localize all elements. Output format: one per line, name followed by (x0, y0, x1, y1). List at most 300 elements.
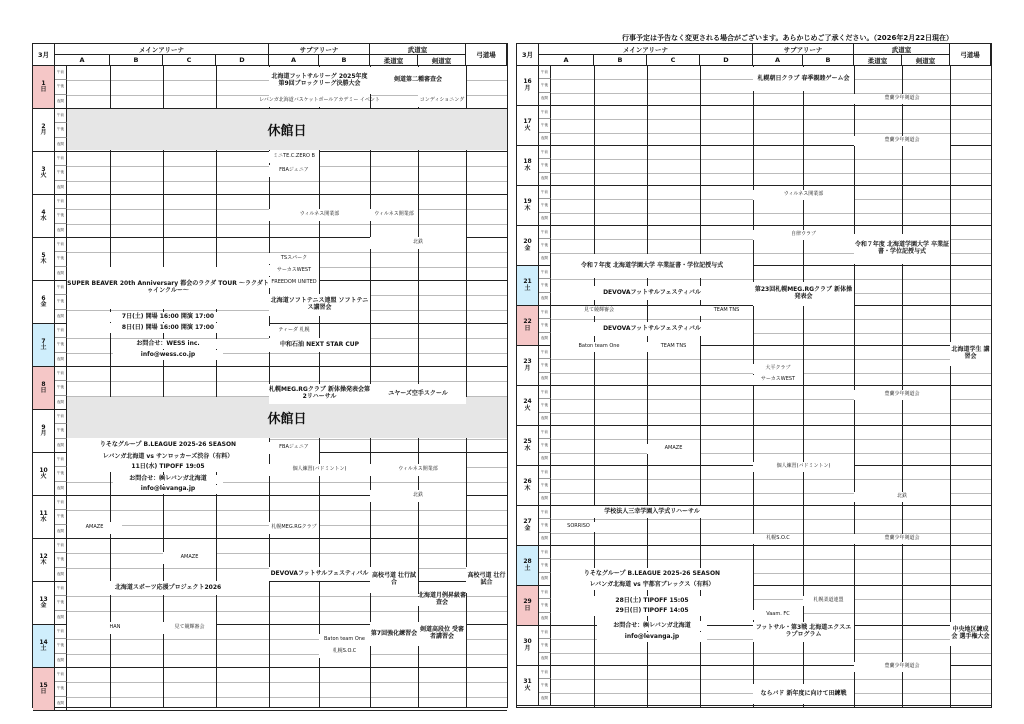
col-c-header-right: C (647, 55, 700, 66)
event-fba-2: FBAジュニア (269, 442, 319, 454)
sub-arena-header-right: サブアリーナ (753, 44, 854, 55)
slot-divider (67, 654, 507, 655)
sub-col-b-header: B (319, 55, 370, 66)
col-b-header: B (110, 55, 163, 66)
event-sapporo-kanan: 札幌柔道連盟 (803, 596, 854, 606)
event-team-tns-2: TEAM TNS (647, 342, 700, 352)
event-fba: FBAジュニア (269, 165, 319, 177)
event-baton: Baton team One (319, 634, 370, 646)
col-a-header: A (55, 55, 110, 66)
day-cell (33, 625, 55, 668)
weekday: 火 (524, 124, 531, 132)
event-amaze-r: AMAZE (647, 444, 700, 454)
day-cell (33, 367, 55, 410)
time-slot-label: 夜間 (55, 525, 67, 539)
month-header: 3月 (33, 44, 55, 66)
day-number: 31 (523, 678, 532, 686)
weekday: 金 (40, 602, 47, 609)
day-cell (517, 506, 539, 546)
time-slot-label: 午後 (539, 159, 551, 172)
time-slot-label: 午後 (539, 359, 551, 372)
judo-header: 柔道室 (370, 55, 418, 66)
time-slot-label: 夜間 (539, 253, 551, 266)
day-number: 28 (523, 558, 532, 566)
slot-divider (551, 679, 991, 680)
time-slot-label: 夜間 (539, 573, 551, 586)
time-slot-label: 午後 (55, 80, 67, 94)
time-slot-label: 夜間 (55, 181, 67, 195)
slot-divider (67, 682, 507, 683)
time-slot-label: 午後 (55, 295, 67, 309)
day-number: 4 (41, 208, 46, 216)
event-beaver-dates: 7日(土) 開場 16:00 開演 17:00 (67, 312, 269, 322)
day-divider (33, 366, 507, 367)
time-slot-label: 午後 (539, 599, 551, 612)
event-devova-r: DEVOVAフットサルフェスティバル (551, 286, 753, 300)
time-slot-label: 午前 (55, 496, 67, 510)
time-slot-label: 午前 (539, 146, 551, 159)
column-divider (803, 66, 804, 707)
weekday: 日 (40, 387, 47, 394)
day-cell (33, 324, 55, 367)
day-divider (517, 385, 991, 386)
column-divider (902, 66, 903, 707)
event-levanga-academy: レバンガ北海道バスケットボールアカデミー イベント (269, 94, 370, 107)
day-cell (517, 66, 539, 106)
event-beaver-url: info@wess.co.jp (113, 350, 223, 360)
day-cell (33, 410, 55, 453)
schedule-table-right (516, 43, 992, 708)
event-beaver-dates-2: 8日(日) 開場 16:00 開演 17:00 (67, 323, 269, 333)
event-koukou-1: 高校弓道 壮行試合 (370, 567, 418, 593)
weekday: 水 (40, 516, 47, 523)
time-slot-label: 午後 (539, 399, 551, 412)
day-number: 20 (523, 238, 532, 246)
slot-divider (67, 510, 507, 511)
day-number: 8 (41, 380, 46, 388)
day-cell (33, 238, 55, 281)
day-number: 12 (39, 552, 48, 560)
time-slot-label: 夜間 (55, 267, 67, 281)
time-slot-label: 午後 (539, 119, 551, 132)
weekday: 月 (524, 364, 531, 372)
day-number: 7 (41, 337, 46, 345)
day-number: 1 (41, 79, 46, 87)
time-slot-label: 夜間 (55, 439, 67, 453)
time-slot-label: 午前 (539, 666, 551, 679)
time-slot-label: 夜間 (539, 173, 551, 186)
day-number: 9 (41, 423, 46, 431)
column-divider (466, 66, 467, 707)
day-cell (33, 195, 55, 238)
weekday: 火 (40, 473, 47, 480)
time-slot-label: 午前 (55, 66, 67, 80)
day-cell (33, 668, 55, 711)
weekday: 木 (40, 559, 47, 566)
day-number: 26 (523, 478, 532, 486)
event-han: HAN (67, 622, 163, 634)
event-ts: TSスパーク (269, 253, 319, 264)
slot-divider (551, 319, 991, 320)
event-nakamiyama: 中和石油 NEXT STAR CUP (269, 338, 370, 352)
event-team-tns: TEAM TNS (700, 306, 753, 316)
time-slot-label: 夜間 (539, 453, 551, 466)
time-slot-label: 午後 (539, 199, 551, 212)
day-cell (33, 539, 55, 582)
slot-divider (551, 173, 991, 174)
time-slot-label: 午後 (55, 553, 67, 567)
day-number: 10 (39, 466, 48, 474)
closed-day-9: 休館日 (67, 397, 507, 438)
slot-divider (551, 279, 991, 280)
event-gakkou-reh: 学校法人三幸学園入学式リハーサル (551, 506, 753, 518)
time-slot-label: 午前 (55, 281, 67, 295)
notice-text: 行事予定は予告なく変更される場合がございます。あらかじめご了承ください。（2026年2月22日現在） (622, 34, 954, 42)
time-slot-label: 夜間 (55, 568, 67, 582)
event-kita: 北鉄 (370, 237, 466, 249)
time-slot-label: 午後 (55, 639, 67, 653)
time-slot-label: 午後 (55, 209, 67, 223)
day-cell (33, 496, 55, 539)
weekday: 月 (40, 129, 47, 136)
event-sapporo-soc: 札幌S.O.C (319, 646, 370, 658)
closed-day-2: 休館日 (67, 109, 507, 150)
day-cell (517, 546, 539, 586)
event-mc: ミニTE.C.ZERO B (269, 151, 319, 163)
day-divider (33, 194, 507, 195)
time-slot-label: 午後 (539, 79, 551, 92)
day-cell (517, 266, 539, 306)
event-tm: ティーダ 札幌 (269, 326, 319, 336)
weekday: 木 (524, 484, 531, 492)
slot-divider (551, 453, 991, 454)
event-kendo-shonen-4: 豊蘭少年剣道会 (854, 534, 950, 544)
time-slot-label: 午前 (539, 266, 551, 279)
event-levanga-contact: お問合せ：㈱レバンガ北海道 (113, 475, 223, 484)
slot-divider (67, 181, 507, 182)
event-kendo-shonen-1: 豊蘭少年剣道会 (854, 94, 950, 104)
column-divider (163, 66, 164, 707)
slot-divider (551, 133, 991, 134)
day-number: 2 (41, 122, 46, 130)
event-kosen-r: 個人練習(バドミントン) (753, 462, 854, 472)
time-slot-label: 午後 (55, 510, 67, 524)
event-levanga-title: りそなグループ B.LEAGUE 2025-26 SEASON (67, 438, 269, 452)
day-number: 29 (523, 598, 532, 606)
day-cell (517, 666, 539, 706)
time-slot-label: 夜間 (539, 213, 551, 226)
event-levanga-tip-2b: 29日(日) TIPOFF 14:05 (551, 606, 753, 616)
time-slot-label: 午前 (539, 546, 551, 559)
time-slot-label: 午後 (539, 679, 551, 692)
day-divider (517, 705, 991, 706)
time-slot-label: 午後 (539, 519, 551, 532)
time-slot-label: 夜間 (539, 693, 551, 706)
sub-arena-header: サブアリーナ (269, 44, 370, 55)
day-number: 19 (523, 198, 532, 206)
time-slot-label: 夜間 (539, 333, 551, 346)
weekday: 水 (40, 215, 47, 222)
day-number: 30 (523, 638, 532, 646)
col-d-header-right: D (700, 55, 753, 66)
month-header-right: 3月 (517, 44, 539, 66)
event-levanga-url: info@levanga.jp (113, 485, 223, 494)
event-megrg-rehearsal: 札幌MEG.RGクラブ 新体操発表会第2リハーサル (269, 384, 370, 404)
time-slot-label: 午前 (539, 426, 551, 439)
event-vaam: Vaam. FC (753, 610, 803, 620)
day-number: 25 (523, 438, 532, 446)
sub-col-a-header-right: A (753, 55, 803, 66)
time-slot-label: 午後 (55, 467, 67, 481)
time-slot-label: 午後 (539, 639, 551, 652)
weekday: 木 (40, 258, 47, 265)
weekday: 水 (524, 164, 531, 172)
time-slot-label: 午前 (55, 324, 67, 338)
weekday: 月 (40, 430, 47, 437)
weekday: 日 (40, 688, 47, 695)
schedule-table-left (32, 43, 508, 708)
main-arena-header: メインアリーナ (55, 44, 269, 55)
event-kendo-shonen-5: 豊蘭少年剣道会 (854, 662, 950, 672)
event-koukou-2: 高校弓道 壮行試合 (466, 567, 507, 593)
weekday: 火 (40, 172, 47, 179)
column-divider (216, 66, 217, 707)
time-slot-label: 夜間 (539, 493, 551, 506)
event-hokkaido-gakusei: 北海道学生 講習会 (950, 342, 991, 366)
event-kita-r: 北鉄 (854, 492, 950, 502)
time-slot-label: 夜間 (55, 396, 67, 410)
time-slot-label: 午前 (539, 466, 551, 479)
event-mimi-r: 見て競輝審会 (551, 306, 647, 316)
day-cell (517, 386, 539, 426)
main-arena-header-right: メインアリーナ (539, 44, 753, 55)
event-yuasa: ユヤーズ空手スクール (370, 384, 466, 404)
day-cell (33, 66, 55, 109)
time-slot-label: 夜間 (539, 133, 551, 146)
event-futsal3: フットサル・第3戦 北海道エクスエラプログラム (753, 622, 854, 642)
day-number: 18 (523, 158, 532, 166)
time-slot-label: 夜間 (55, 697, 67, 711)
time-slot-label: 午前 (539, 626, 551, 639)
event-kendo-shonen-2: 豊蘭少年剣道会 (854, 136, 950, 146)
slot-divider (67, 611, 507, 612)
day-cell (33, 109, 55, 152)
day-cell (33, 582, 55, 625)
event-mimi: 見て競輝審会 (163, 622, 216, 634)
weekday: 土 (40, 645, 47, 652)
day-cell (517, 626, 539, 666)
event-devova: DEVOVAフットサルフェスティバル (269, 567, 370, 581)
day-cell (33, 453, 55, 496)
event-daihei: 大平クラブ (753, 364, 803, 374)
time-slot-label: 午後 (55, 682, 67, 696)
weekday: 火 (524, 404, 531, 412)
event-ugoku-r: ウィルネス開業部 (753, 190, 854, 200)
event-freedom: FREEDOM UNITED (269, 277, 319, 288)
time-slot-label: 午後 (539, 439, 551, 452)
weekday: 金 (40, 301, 47, 308)
time-slot-label: 夜間 (539, 613, 551, 626)
time-slot-label: 午前 (539, 386, 551, 399)
day-cell (517, 226, 539, 266)
event-beaver-title: SUPER BEAVER 20th Anniversary 都会のラクダ TOUR 〜ラクダトゥインクルー〜 (67, 267, 269, 309)
day-number: 23 (523, 358, 532, 366)
day-cell (517, 426, 539, 466)
event-chuou: 中央地区練成会 選手権大会 (950, 622, 991, 646)
event-levanga-vs-2: レバンガ北海道 vs 宇都宮ブレックス（有料） (551, 580, 753, 590)
time-slot-label: 午前 (539, 106, 551, 119)
event-levanga-vs: レバンガ北海道 vs サンロッカーズ渋谷（有料） (67, 452, 269, 462)
event-kendo-shin: 剣道高段位 受審者講習会 (418, 622, 466, 646)
col-d-header: D (216, 55, 269, 66)
day-cell (33, 281, 55, 324)
slot-divider (67, 381, 507, 382)
slot-divider (67, 224, 507, 225)
kyudo-header-right: 弓道場 (950, 44, 991, 66)
event-amaze-2: AMAZE (163, 552, 216, 564)
event-ugoku: ウィルネス開業部 (269, 209, 370, 221)
slot-divider (551, 159, 991, 160)
time-slot-label: 午前 (55, 625, 67, 639)
day-divider (517, 425, 991, 426)
event-hokkaido-judo: 北海道月例昇級審査会 (418, 592, 467, 606)
event-kita-2: 北鉄 (370, 490, 466, 502)
event-levanga-url-2: info@levanga.jp (597, 632, 707, 642)
day-number: 17 (523, 118, 532, 126)
day-divider (33, 667, 507, 668)
col-c-header: C (163, 55, 216, 66)
slot-divider (67, 697, 507, 698)
sub-col-a-header: A (269, 55, 319, 66)
event-ugoku-2: ウィルネス開業部 (370, 209, 418, 221)
column-divider (950, 66, 951, 707)
time-slot-label: 午後 (55, 596, 67, 610)
time-slot-label: 夜間 (539, 413, 551, 426)
weekday: 月 (524, 84, 531, 92)
time-slot-label: 午前 (539, 586, 551, 599)
column-divider (854, 66, 855, 707)
day-cell (517, 186, 539, 226)
slot-divider (551, 359, 991, 360)
time-slot-label: 午後 (539, 479, 551, 492)
event-levanga-tip-2a: 28日(土) TIPOFF 15:05 (551, 596, 753, 606)
time-slot-label: 午後 (55, 252, 67, 266)
day-number: 6 (41, 294, 46, 302)
time-slot-label: 午後 (55, 166, 67, 180)
slot-divider (551, 559, 991, 560)
weekday: 火 (524, 684, 531, 692)
time-slot-label: 午前 (55, 367, 67, 381)
weekday: 月 (524, 644, 531, 652)
time-slot-label: 午後 (539, 559, 551, 572)
time-slot-label: 午前 (539, 226, 551, 239)
slot-divider (551, 653, 991, 654)
weekday: 木 (524, 204, 531, 212)
day-divider (517, 545, 991, 546)
time-slot-label: 午前 (55, 539, 67, 553)
day-number: 15 (39, 681, 48, 689)
event-sorriso: SORRISO (551, 522, 606, 532)
day-cell (517, 306, 539, 346)
event-megrg-s: 札幌MEG.RGクラブ (269, 522, 319, 534)
event-conditioning: コンディショニング (418, 94, 466, 107)
time-slot-label: 夜間 (55, 310, 67, 324)
day-number: 5 (41, 251, 46, 259)
weekday: 水 (524, 444, 531, 452)
slot-divider (551, 479, 991, 480)
event-softtennis: 北海道ソフトテニス連盟 ソフトテニス講習会 (269, 294, 370, 316)
time-slot-label: 午前 (539, 346, 551, 359)
day-number: 22 (523, 318, 532, 326)
day-cell (517, 146, 539, 186)
weekday: 日 (524, 604, 531, 612)
weekday: 土 (524, 564, 531, 572)
time-slot-label: 夜間 (55, 224, 67, 238)
column-divider (110, 66, 111, 707)
time-slot-label: 夜間 (55, 95, 67, 109)
time-slot-label: 午後 (55, 424, 67, 438)
day-divider (33, 538, 507, 539)
event-club-match: 札幌朝日クラブ 春季親睦ゲーム会 (753, 67, 854, 91)
event-baton-r: Baton team One (551, 342, 647, 352)
time-slot-label: 午前 (539, 66, 551, 79)
budo-header: 武道室 (370, 44, 466, 55)
time-slot-label: 夜間 (539, 293, 551, 306)
event-gakuen-sotsu-2: 令和７年度 北海道学園大学 卒業証書・学位記授与式 (854, 234, 950, 264)
slot-divider (551, 119, 991, 120)
day-cell (33, 152, 55, 195)
event-beaver-contact: お問合せ：WESS inc. (113, 339, 223, 349)
sub-col-b-header-right: B (803, 55, 854, 66)
event-levanga-tip: 11日(水) TIPOFF 19:05 (67, 462, 269, 472)
budo-header-right: 武道室 (854, 44, 950, 55)
slot-divider (551, 439, 991, 440)
event-amaze: AMAZE (67, 522, 122, 534)
event-kosen: 個人練習(バドミントン) (269, 464, 370, 476)
slot-divider (67, 553, 507, 554)
event-megrg-show: 第23回札幌MEG.RGクラブ 新体操発表会 (753, 282, 854, 306)
event-sanwest: サーカスWEST (269, 265, 319, 276)
weekday: 日 (524, 324, 531, 332)
time-slot-label: 夜間 (55, 611, 67, 625)
weekday: 土 (524, 284, 531, 292)
time-slot-label: 午後 (55, 123, 67, 137)
event-jiyu: 自律ウラブ (753, 230, 854, 240)
day-divider (33, 710, 507, 711)
day-number: 24 (523, 398, 532, 406)
time-slot-label: 夜間 (55, 138, 67, 152)
day-divider (517, 225, 991, 226)
time-slot-label: 午前 (539, 506, 551, 519)
time-slot-label: 夜間 (55, 482, 67, 496)
weekday: 金 (524, 524, 531, 532)
day-divider (517, 185, 991, 186)
kendo-header: 剣道室 (418, 55, 466, 66)
day-cell (517, 466, 539, 506)
event-levanga-title-2: りそなグループ B.LEAGUE 2025-26 SEASON (551, 568, 753, 580)
time-slot-label: 午後 (539, 279, 551, 292)
day-cell (517, 346, 539, 386)
event-levanga-contact-2: お問合せ：㈱レバンガ北海道 (597, 621, 707, 631)
time-slot-label: 夜間 (55, 654, 67, 668)
day-cell (517, 586, 539, 626)
event-kendo-exam: 剣道第二種審査会 (370, 67, 466, 94)
day-number: 21 (523, 278, 532, 286)
day-number: 11 (39, 509, 48, 517)
day-number: 14 (39, 638, 48, 646)
weekday: 日 (40, 86, 47, 93)
time-slot-label: 午前 (55, 109, 67, 123)
